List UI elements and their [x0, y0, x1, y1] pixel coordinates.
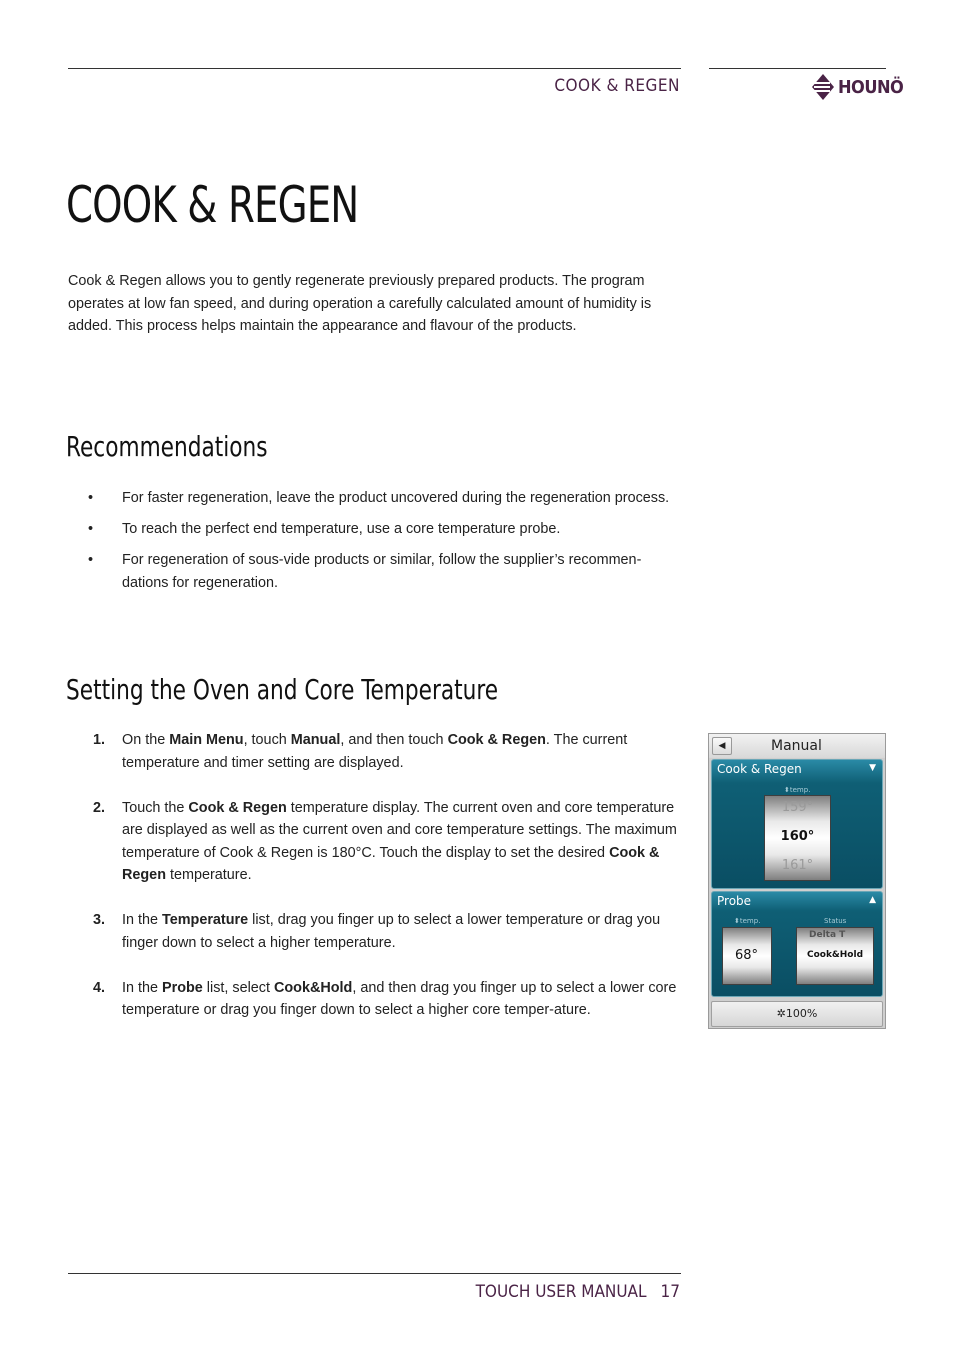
- probe-status-wheel[interactable]: [796, 927, 874, 985]
- probe-status-label: Status: [824, 917, 847, 925]
- setting-heading: Setting the Oven and Core Temperature: [66, 673, 499, 706]
- fan-icon: ✲: [776, 1007, 786, 1020]
- probe-status-top: Delta T: [809, 930, 846, 940]
- header-rule-left: [68, 68, 681, 69]
- fan-speed-value: 100%: [785, 1007, 818, 1020]
- header-rule-right: [709, 68, 886, 69]
- screen-top-bar: [709, 734, 885, 758]
- recommendations-list: [68, 487, 678, 603]
- back-button[interactable]: [712, 737, 732, 755]
- screen-title: Manual: [771, 738, 822, 754]
- small-arrow-icon: ⬍: [734, 917, 740, 925]
- step-item: 2. Touch the Cook & Regen temperature display. The current oven and core temperature are displayed as well as the current oven and core temperature settings. The maximum temperature of Cook & Regen is 180°C. Touch the display to set the desired Cook & Regen temperature.: [93, 799, 677, 883]
- header-section-title: COOK & REGEN: [554, 76, 680, 96]
- logo-mark-icon: [810, 72, 836, 102]
- page-number: 17: [660, 1282, 680, 1302]
- page-title: COOK & REGEN: [66, 176, 359, 234]
- triangle-left-icon: ◀: [718, 741, 726, 751]
- footer-manual-title: TOUCH USER MANUAL: [475, 1282, 647, 1302]
- steps-list: [68, 729, 678, 1044]
- probe-temp-value: 68°: [735, 948, 759, 963]
- intro-paragraph: Cook & Regen allows you to gently regenerate previously prepared products. The program operates at low fan speed, and during operation a carefully calculated amount of humidity is added. This process helps maintain the appearance and flavour of the products.: [68, 273, 652, 334]
- logo-text: HOUNÖ: [838, 77, 904, 98]
- step-item: 1. On the Main Menu, touch Manual, and then touch Cook & Regen. The current temperature and timer setting are displayed.: [93, 732, 628, 771]
- temp-wheel-label: ⬍temp.: [784, 786, 811, 794]
- program-label: Cook & Regen: [717, 762, 802, 776]
- list-item: • For faster regeneration, leave the product uncovered during the regeneration process.: [88, 490, 670, 506]
- probe-temp-label: ⬍temp.: [734, 917, 761, 925]
- probe-status-selected: Cook&Hold: [806, 950, 864, 960]
- temperature-wheel[interactable]: [764, 795, 831, 881]
- triangle-down-icon[interactable]: ▼: [869, 763, 876, 773]
- footer: [476, 1282, 680, 1302]
- hounoe-logo: [810, 72, 904, 104]
- wheel-value-prev: 159°: [781, 800, 814, 815]
- small-arrow-icon: ⬍: [784, 786, 790, 794]
- probe-panel[interactable]: [711, 891, 883, 997]
- wheel-value-next: 161°: [781, 858, 814, 873]
- step-item: 3. In the Temperature list, drag you finger up to select a lower temperature or drag you finger down to select a higher temperature.: [93, 912, 661, 951]
- wheel-value-selected: 160°: [780, 829, 815, 844]
- fan-speed-button[interactable]: [711, 1001, 883, 1027]
- triangle-up-icon[interactable]: ▲: [869, 895, 876, 905]
- footer-rule: [68, 1273, 681, 1274]
- probe-label: Probe: [717, 894, 752, 908]
- oven-touch-screen: [708, 733, 886, 1029]
- step-item: 4. In the Probe list, select Cook&Hold, and then drag you finger up to select a lower core temperature or drag you finger down to select a higher core temper-ature.: [93, 979, 677, 1018]
- probe-temp-wheel[interactable]: [722, 927, 772, 985]
- recommendations-heading: Recommendations: [66, 430, 268, 463]
- list-item: • For regeneration of sous-vide products or similar, follow the supplier’s recommen-dations for regeneration.: [88, 552, 642, 591]
- list-item: • To reach the perfect end temperature, use a core temperature probe.: [88, 521, 561, 537]
- program-panel[interactable]: [711, 759, 883, 889]
